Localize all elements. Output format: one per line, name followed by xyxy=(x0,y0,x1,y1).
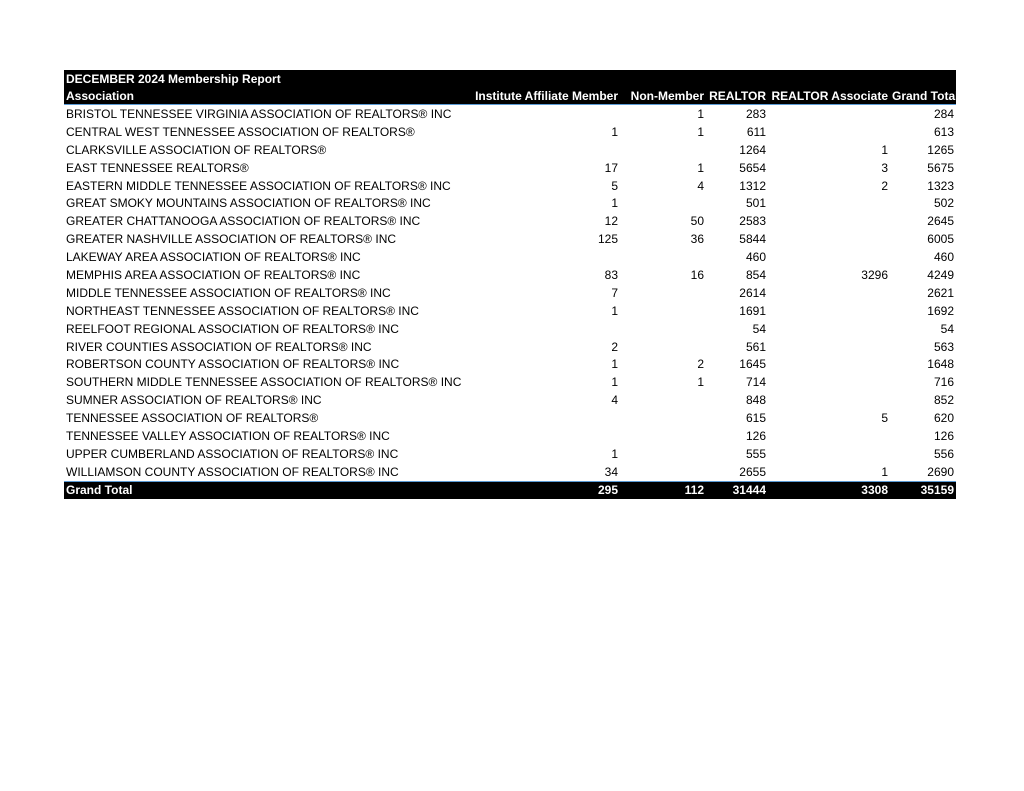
table-row xyxy=(64,212,956,230)
table-row xyxy=(64,320,956,338)
cell-non-member xyxy=(620,409,706,427)
cell-grand-total: 563 xyxy=(933,339,954,354)
cell-association: TENNESSEE ASSOCIATION OF REALTORS® xyxy=(66,411,319,426)
cell-realtor-associate: 1 xyxy=(881,142,888,157)
cell-non-member: 36 xyxy=(690,232,704,247)
cell-grand-total: 1692 xyxy=(927,303,954,318)
cell-realtor: 5844 xyxy=(739,232,766,247)
cell-non-member xyxy=(620,141,706,159)
cell-realtor: 714 xyxy=(745,375,766,390)
table-row xyxy=(64,105,956,123)
cell-grand-total: 126 xyxy=(933,428,954,443)
cell-realtor-associate xyxy=(768,230,890,248)
cell-grand-total: 556 xyxy=(933,446,954,461)
cell-realtor: 460 xyxy=(745,250,766,265)
cell-institute-affiliate-member: 34 xyxy=(604,464,618,479)
cell-realtor: 2614 xyxy=(739,285,766,300)
cell-realtor-associate xyxy=(768,194,890,212)
cell-association: EAST TENNESSEE REALTORS® xyxy=(66,160,249,175)
column-header-grand-total: Grand Total xyxy=(892,88,959,103)
cell-association: TENNESSEE VALLEY ASSOCIATION OF REALTORS® INC xyxy=(66,428,390,443)
cell-association: GREATER NASHVILLE ASSOCIATION OF REALTORS® INC xyxy=(66,232,397,247)
table-row xyxy=(64,463,956,481)
cell-institute-affiliate-member xyxy=(462,409,620,427)
cell-grand-total: 1648 xyxy=(927,357,954,372)
cell-institute-affiliate-member: 4 xyxy=(611,393,618,408)
table-row xyxy=(64,266,956,284)
cell-grand-total: 2645 xyxy=(927,214,954,229)
cell-realtor: 501 xyxy=(745,196,766,211)
cell-association: MEMPHIS AREA ASSOCIATION OF REALTORS® INC xyxy=(66,267,361,282)
cell-realtor-associate: 2 xyxy=(881,178,888,193)
cell-non-member xyxy=(620,194,706,212)
cell-association: REELFOOT REGIONAL ASSOCIATION OF REALTORS® INC xyxy=(66,321,399,336)
cell-association: GREATER CHATTANOOGA ASSOCIATION OF REALTORS® INC xyxy=(66,214,421,229)
cell-realtor-associate xyxy=(768,212,890,230)
cell-institute-affiliate-member: 12 xyxy=(604,214,618,229)
cell-realtor: 5654 xyxy=(739,160,766,175)
table-row xyxy=(64,409,956,427)
cell-realtor: 1312 xyxy=(739,178,766,193)
cell-grand-total: 54 xyxy=(940,321,954,336)
cell-realtor-associate xyxy=(768,284,890,302)
cell-realtor-associate: 3296 xyxy=(861,267,888,282)
cell-grand-total: 2621 xyxy=(927,285,954,300)
cell-association: WILLIAMSON COUNTY ASSOCIATION OF REALTORS® INC xyxy=(66,464,399,479)
table-row xyxy=(64,248,956,266)
cell-institute-affiliate-member: 1 xyxy=(611,196,618,211)
cell-non-member xyxy=(620,302,706,320)
table-row xyxy=(64,373,956,391)
column-header-institute-affiliate-member: Institute Affiliate Member xyxy=(462,87,620,105)
cell-grand-total: 502 xyxy=(933,196,954,211)
cell-realtor: 555 xyxy=(745,446,766,461)
table-row xyxy=(64,302,956,320)
table-body xyxy=(64,105,956,482)
membership-table xyxy=(64,70,959,499)
cell-non-member xyxy=(620,248,706,266)
table-row xyxy=(64,123,956,141)
cell-realtor: 611 xyxy=(746,124,766,139)
cell-non-member: 1 xyxy=(697,124,704,139)
cell-association: CLARKSVILLE ASSOCIATION OF REALTORS® xyxy=(66,142,327,157)
cell-realtor-associate xyxy=(768,123,890,141)
cell-realtor-associate xyxy=(768,338,890,356)
cell-non-member xyxy=(620,463,706,481)
cell-institute-affiliate-member: 1 xyxy=(611,446,618,461)
cell-realtor-associate xyxy=(768,355,890,373)
table-row xyxy=(64,177,956,195)
cell-institute-affiliate-member xyxy=(462,248,620,266)
membership-report xyxy=(64,70,959,499)
cell-association: UPPER CUMBERLAND ASSOCIATION OF REALTORS® INC xyxy=(66,446,399,461)
cell-association: GREAT SMOKY MOUNTAINS ASSOCIATION OF REALTORS® INC xyxy=(66,196,431,211)
grand-total-label: Grand Total xyxy=(64,481,462,499)
cell-grand-total: 620 xyxy=(933,411,954,426)
column-header-realtor: REALTOR xyxy=(706,87,768,105)
cell-non-member xyxy=(620,391,706,409)
cell-institute-affiliate-member: 1 xyxy=(611,357,618,372)
cell-grand-total: 716 xyxy=(933,375,954,390)
cell-non-member: 1 xyxy=(697,106,704,121)
grand-total-non-member: 112 xyxy=(620,481,706,499)
cell-realtor: 561 xyxy=(745,339,766,354)
cell-non-member xyxy=(620,445,706,463)
grand-total-realtor-associate: 3308 xyxy=(768,481,890,499)
grand-total-row xyxy=(64,481,956,499)
cell-association: CENTRAL WEST TENNESSEE ASSOCIATION OF REALTORS® xyxy=(66,124,415,139)
cell-institute-affiliate-member: 1 xyxy=(611,375,618,390)
column-header-non-member: Non-Member xyxy=(620,87,706,105)
cell-realtor: 126 xyxy=(745,428,766,443)
cell-institute-affiliate-member: 17 xyxy=(604,160,618,175)
cell-institute-affiliate-member xyxy=(462,141,620,159)
cell-non-member: 4 xyxy=(697,178,704,193)
grand-total-grand-total: 35159 xyxy=(890,481,956,499)
cell-realtor: 615 xyxy=(745,411,766,426)
cell-institute-affiliate-member: 1 xyxy=(611,303,618,318)
column-header-realtor-associate: REALTOR Associate xyxy=(768,87,890,105)
cell-realtor-associate xyxy=(768,320,890,338)
cell-non-member xyxy=(620,284,706,302)
cell-realtor-associate xyxy=(768,105,890,123)
cell-realtor: 54 xyxy=(752,321,766,336)
cell-realtor-associate: 1 xyxy=(881,464,888,479)
cell-grand-total: 2690 xyxy=(927,464,954,479)
cell-association: EASTERN MIDDLE TENNESSEE ASSOCIATION OF REALTORS® INC xyxy=(66,178,451,193)
cell-realtor: 283 xyxy=(745,106,766,121)
cell-non-member xyxy=(620,320,706,338)
cell-non-member xyxy=(620,338,706,356)
cell-grand-total: 5675 xyxy=(927,160,954,175)
cell-realtor-associate xyxy=(768,427,890,445)
column-header-row xyxy=(64,87,956,105)
cell-institute-affiliate-member xyxy=(462,105,620,123)
table-row xyxy=(64,194,956,212)
table-row xyxy=(64,284,956,302)
cell-association: NORTHEAST TENNESSEE ASSOCIATION OF REALTORS® INC xyxy=(66,303,419,318)
cell-grand-total: 460 xyxy=(933,250,954,265)
cell-realtor-associate xyxy=(768,248,890,266)
cell-non-member xyxy=(620,427,706,445)
report-title-row xyxy=(64,70,956,87)
cell-grand-total: 4249 xyxy=(927,267,954,282)
cell-association: BRISTOL TENNESSEE VIRGINIA ASSOCIATION OF REALTORS® INC xyxy=(66,106,452,121)
cell-grand-total: 1265 xyxy=(927,142,954,157)
cell-realtor: 1645 xyxy=(739,357,766,372)
cell-realtor: 2583 xyxy=(739,214,766,229)
grand-total-realtor: 31444 xyxy=(706,481,768,499)
cell-realtor-associate xyxy=(768,373,890,391)
cell-grand-total: 1323 xyxy=(927,178,954,193)
cell-association: MIDDLE TENNESSEE ASSOCIATION OF REALTORS® INC xyxy=(66,285,391,300)
cell-institute-affiliate-member: 1 xyxy=(611,124,618,139)
cell-realtor-associate xyxy=(768,302,890,320)
cell-association: SOUTHERN MIDDLE TENNESSEE ASSOCIATION OF REALTORS® INC xyxy=(66,375,462,390)
cell-non-member: 16 xyxy=(690,267,704,282)
cell-grand-total: 284 xyxy=(933,106,954,121)
cell-realtor-associate xyxy=(768,445,890,463)
cell-non-member: 50 xyxy=(690,214,704,229)
cell-association: RIVER COUNTIES ASSOCIATION OF REALTORS® INC xyxy=(66,339,372,354)
cell-realtor: 2655 xyxy=(739,464,766,479)
cell-grand-total: 6005 xyxy=(927,232,954,247)
cell-institute-affiliate-member: 7 xyxy=(611,285,618,300)
cell-realtor: 1691 xyxy=(739,303,766,318)
table-row xyxy=(64,338,956,356)
cell-association: ROBERTSON COUNTY ASSOCIATION OF REALTORS® INC xyxy=(66,357,400,372)
report-title: DECEMBER 2024 Membership Report xyxy=(64,70,956,87)
cell-institute-affiliate-member xyxy=(462,427,620,445)
cell-grand-total: 613 xyxy=(933,124,954,139)
column-header-association: Association xyxy=(64,87,462,105)
cell-non-member: 1 xyxy=(697,160,704,175)
cell-association: LAKEWAY AREA ASSOCIATION OF REALTORS® INC xyxy=(66,250,361,265)
cell-grand-total: 852 xyxy=(933,393,954,408)
cell-realtor-associate: 5 xyxy=(881,411,888,426)
table-row xyxy=(64,391,956,409)
cell-realtor: 1264 xyxy=(739,142,766,157)
cell-realtor-associate xyxy=(768,391,890,409)
table-row xyxy=(64,230,956,248)
cell-institute-affiliate-member: 2 xyxy=(611,339,618,354)
cell-realtor: 854 xyxy=(745,267,766,282)
table-row xyxy=(64,159,956,177)
table-row xyxy=(64,141,956,159)
table-row xyxy=(64,427,956,445)
cell-realtor: 848 xyxy=(745,393,766,408)
cell-institute-affiliate-member: 83 xyxy=(604,267,618,282)
table-row xyxy=(64,355,956,373)
cell-institute-affiliate-member: 5 xyxy=(611,178,618,193)
cell-non-member: 2 xyxy=(697,357,704,372)
table-row xyxy=(64,445,956,463)
cell-institute-affiliate-member xyxy=(462,320,620,338)
cell-institute-affiliate-member: 125 xyxy=(597,232,618,247)
cell-association: SUMNER ASSOCIATION OF REALTORS® INC xyxy=(66,393,322,408)
cell-realtor-associate: 3 xyxy=(881,160,888,175)
cell-non-member: 1 xyxy=(697,375,704,390)
grand-total-institute-affiliate-member: 295 xyxy=(462,481,620,499)
